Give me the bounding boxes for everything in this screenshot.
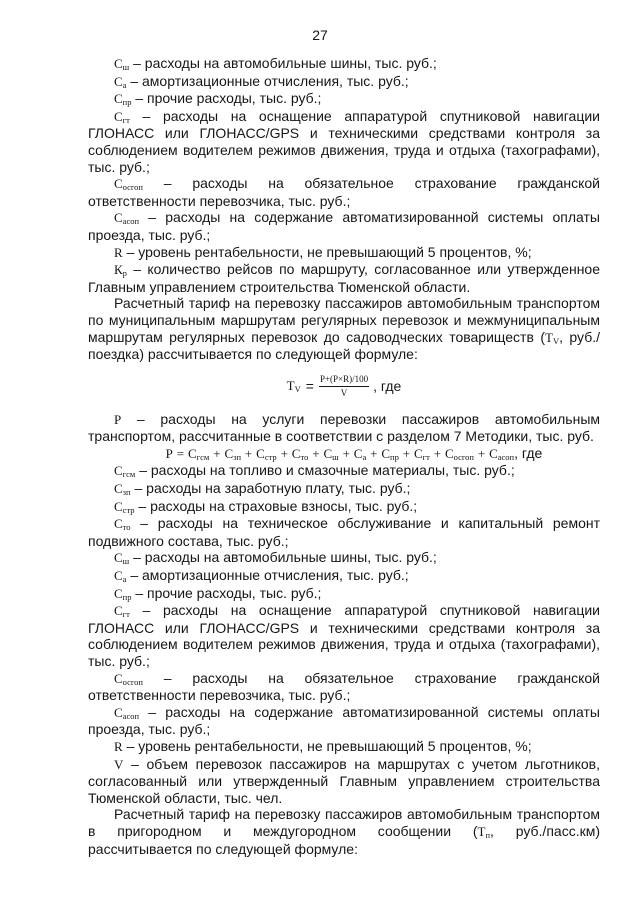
definition-item — [88, 175, 600, 209]
variable-subscript: гт — [122, 609, 130, 620]
definition-text: – расходы на обязательное страхование гражданской ответственности перевозчика, тыс. руб.; — [88, 175, 600, 209]
definition-text: – расходы на содержание автоматизированной системы оплаты проезда, тыс. руб.; — [88, 703, 600, 738]
variable-subscript: ш — [122, 62, 130, 72]
definition-text: – расходы на автомобильные шины, тыс. руб.; — [133, 549, 437, 566]
definition-text: – объем перевозок пассажиров на маршрутах с учетом льготников, согласованный или утвержденный Главным управлением строительства Тюменской области, тыс. чел. — [88, 755, 601, 806]
variable-symbol: $С_ш$ — [114, 550, 130, 567]
formula-term: $С_{асоп}$ — [489, 445, 515, 462]
definition-text: – расходы на заработную плату, тыс. руб.; — [134, 480, 411, 497]
variable-subscript: ш — [122, 556, 130, 567]
definition-item — [88, 515, 600, 549]
formula-fraction — [319, 374, 369, 399]
definition-text: – уровень рентабельности, не превышающий 5 процентов, %; — [126, 243, 532, 260]
plus-sign: + — [402, 445, 411, 461]
definition-text: – количество рейсов по маршруту, согласованное или утвержденное Главным управлением строительства Тюменской области. — [88, 261, 601, 295]
formula-lhs: P — [165, 445, 173, 461]
tariff-paragraph: Расчетный тариф на перевозку пассажиров автомобильным транспортом в пригородном и междугородном сообщении ($Т_п$, руб./пасс.км) рассчитывается по следующей формуле: — [88, 806, 600, 857]
variable-subscript: то — [122, 522, 131, 533]
definition-item — [88, 738, 600, 756]
definition-text: – расходы на оснащение аппаратурой спутниковой навигации ГЛОНАСС или ГЛОНАСС/GPS и техническими средствами контроля за соблюдением водителем режимов движения, труда и отдыха (тахографами), тыс. руб.; — [88, 107, 600, 175]
variable-subscript: осгоп — [122, 676, 143, 687]
variable-symbol: $С_{пр}$ — [114, 585, 132, 602]
formula-term: $С_{то}$ — [291, 445, 309, 462]
variable-symbol: $С_{гт}$ — [114, 603, 130, 620]
definition-item — [88, 73, 600, 91]
variable-symbol: $С_{асоп}$ — [114, 704, 140, 721]
variable-symbol: $К_р$ — [114, 262, 127, 279]
variable-subscript: пр — [122, 97, 132, 108]
variable-symbol: $С_{зп}$ — [114, 481, 131, 498]
formula-term: $С_{осгоп}$ — [444, 445, 474, 462]
formula-lhs: $Т_V$ — [286, 378, 301, 395]
formula-term: $С_а$ — [353, 445, 367, 462]
variable-subscript: осгоп — [122, 182, 143, 193]
tariff-paragraph: Расчетный тариф на перевозку пассажиров автомобильным транспортом по муниципальным маршрутам регулярных перевозок и межмуниципальным маршрутам регулярных перевозок до садоводческих товариществ ($Т_V$, руб./поездка) рассчитывается по следующей формуле: — [88, 295, 600, 363]
definition-item — [88, 462, 600, 480]
definition-item — [88, 411, 600, 445]
formula-term: $С_{пр}$ — [381, 445, 399, 462]
fraction-denominator: V — [340, 388, 348, 399]
variable-subscript: гт — [122, 114, 130, 125]
variable-symbol: V — [114, 756, 124, 772]
definition-item — [88, 602, 600, 669]
variable-symbol: $С_{осгоп}$ — [114, 176, 143, 193]
plus-sign: + — [213, 445, 221, 461]
variable-subscript: пр — [122, 591, 132, 602]
tariff-formula — [88, 363, 600, 411]
plus-sign: + — [370, 445, 378, 461]
variable-subscript: V — [294, 384, 301, 395]
formula-suffix: , где — [514, 444, 543, 461]
definition-text: – амортизационные отчисления, тыс. руб.; — [130, 72, 409, 89]
variable-subscript: а — [122, 79, 127, 90]
definition-text: – расходы на содержание автоматизированной системы оплаты проезда, тыс. руб.; — [88, 209, 600, 243]
variable-symbol: $С_ш$ — [114, 56, 130, 72]
formula-term: $С_{гсм}$ — [188, 445, 210, 462]
definition-item — [88, 244, 600, 262]
definition-item — [88, 108, 600, 175]
variable-symbol: R — [114, 244, 123, 260]
plus-sign: + — [477, 445, 486, 461]
variable-subscript: р — [122, 268, 127, 279]
formula-term: $С_{гт}$ — [413, 445, 430, 462]
definition-item — [88, 704, 600, 738]
variable-subscript: а — [122, 574, 127, 585]
variable-symbol: $С_а$ — [114, 568, 127, 585]
definition-text: – расходы на автомобильные шины, тыс. руб.; — [133, 55, 437, 71]
formula-term: $С_{зп}$ — [224, 445, 242, 462]
definition-text: – расходы на топливо и смазочные материалы, тыс. руб.; — [139, 462, 515, 479]
definition-item — [88, 55, 600, 73]
equals-sign: = — [176, 445, 185, 461]
definition-text: – расходы на услуги перевозки пассажиров автомобильным транспортом, рассчитанные в соответствии с разделом 7 Методики, тыс. руб. — [88, 410, 601, 445]
variable-subscript: асоп — [122, 216, 140, 227]
definition-text: – прочие расходы, тыс. руб.; — [135, 90, 322, 107]
definition-text: – расходы на страховые взносы, тыс. руб.; — [138, 497, 418, 514]
definition-text: – прочие расходы, тыс. руб.; — [135, 584, 322, 601]
definition-item — [88, 480, 600, 498]
variable-symbol: $С_{осгоп}$ — [114, 670, 143, 687]
plus-sign: + — [312, 445, 320, 461]
variable-symbol: $С_{асоп}$ — [114, 210, 140, 227]
definition-item — [88, 567, 600, 585]
formula-term: $С_{стр}$ — [256, 445, 277, 462]
formula-term: $С_ш$ — [323, 445, 339, 462]
variable-symbol: $С_{гсм}$ — [114, 463, 136, 480]
variable-subscript: п — [485, 829, 491, 840]
page-number: 27 — [312, 27, 328, 43]
equals-sign: = — [305, 378, 314, 395]
definition-item — [88, 756, 600, 807]
variable-subscript: асоп — [122, 710, 140, 721]
fraction-numerator: P+(P×R)/100 — [319, 374, 369, 387]
definition-text: – расходы на оснащение аппаратурой спутниковой навигации ГЛОНАСС или ГЛОНАСС/GPS и техническими средствами контроля за соблюдением водителем режимов движения, труда и отдыха (тахографами), тыс. руб.; — [88, 602, 600, 669]
variable-symbol: $С_а$ — [114, 73, 127, 90]
definition-text: – расходы на техническое обслуживание и капитальный ремонт подвижного состава, тыс. руб.; — [88, 515, 601, 549]
definition-text: – амортизационные отчисления, тыс. руб.; — [130, 567, 409, 584]
variable-subscript: гсм — [122, 469, 136, 480]
definition-item — [88, 209, 600, 243]
variable-subscript: стр — [122, 504, 135, 515]
variable-symbol: R — [114, 738, 123, 754]
variable-symbol: $С_{пр}$ — [114, 91, 132, 108]
definition-item — [88, 90, 600, 108]
formula-suffix: , где — [373, 378, 402, 395]
definition-text: – расходы на обязательное страхование гражданской ответственности перевозчика, тыс. руб.; — [88, 669, 600, 704]
variable-symbol: $Т_V$ — [545, 329, 560, 346]
variable-symbol: $С_{стр}$ — [114, 498, 135, 515]
page-content — [88, 55, 600, 857]
definition-text: – уровень рентабельности, не превышающий 5 процентов, %; — [126, 737, 532, 754]
plus-sign: + — [244, 445, 253, 461]
variable-symbol: $Т_п$ — [477, 823, 491, 840]
variable-subscript: зп — [122, 487, 131, 498]
definition-item — [88, 261, 600, 295]
variable-subscript: V — [552, 335, 560, 346]
variable-symbol: $С_{гт}$ — [114, 108, 130, 125]
plus-sign: + — [433, 445, 442, 461]
variable-symbol: P — [114, 411, 122, 427]
definition-item — [88, 549, 600, 567]
definition-item — [88, 670, 600, 704]
definition-item — [88, 585, 600, 603]
variable-symbol: $С_{то}$ — [114, 516, 131, 533]
cost-sum-formula — [88, 445, 600, 463]
plus-sign: + — [342, 445, 350, 461]
definition-item — [88, 498, 600, 516]
plus-sign: + — [280, 445, 288, 461]
